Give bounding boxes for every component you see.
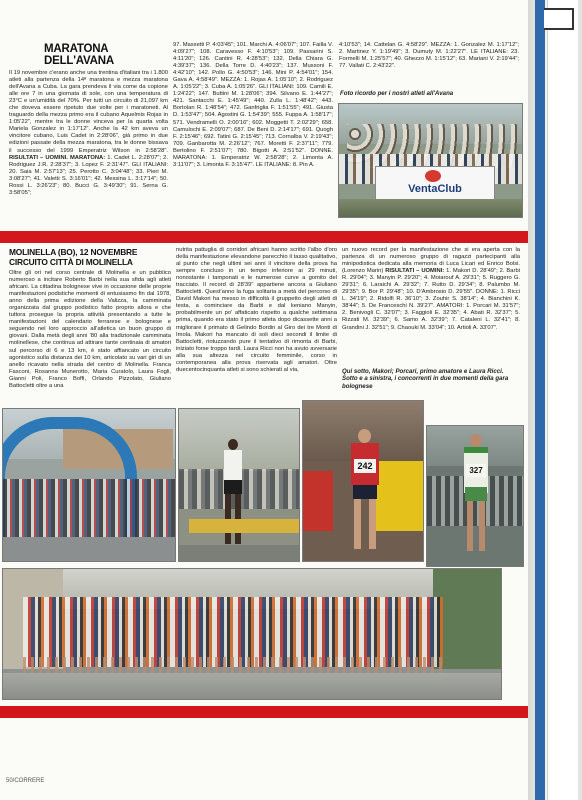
porcari-photo	[302, 400, 424, 562]
molinella-results-body: 1. Makori D. 28'49"; 2. Barbi R. 29'04"; 3. Manyin P. 29'20"; 4. Moiarouf A. 29'31"; 5. Ruggero G. 29'31"; 6. Laraichi A. 29'32"; 7. Rutto D. 29'34"; 8. Palumbo M. 29'35"; 9. Bor P. 29'48"; 10. D'Ambrosio D. 29'55". DONNE: 1. Ricci L. 34'19"; 2. Ridolfi R. 36'10"; 3. Zouhir S. 38'14"; 4. Bianchini K. 38'44"; 5. De Franceschi N. 39'27". AMATORI: 1. Porcari M. 31'57"; 2. Benivogli C. 32'07"; 3. Faggioli E. 32'35"; 4. Abati R. 32'37"; 5. Rizzati M. 32'39"; 6. Samo A. 32'39"; 7. Cataleni L. 32'41"; 8. Grandini J. 32'51"; 9. Chaouki M. 33'04"; 10. Artioli A. 33'07".	[342, 268, 520, 331]
laura-ricci-photo	[426, 425, 524, 567]
ventaclub-logo-icon	[425, 170, 441, 182]
ricci-bib: 327	[466, 464, 486, 477]
molinella-col2-text: nutrita pattuglia di corridori africani hanno scritto l'albo d'oro della manifestazione elevandone parecchio il tasso qualitativo, al punto che negli ultimi sei anni il vincitore della prova ha sempre concluso in un tempo inferiore ai 29 minuti, nonostante i tamponati e le numerose curve a gomito del tracciato. Il record di 28'39" appartiene ancora a Giuliano Battocletti. Quest'anno la fuga solitaria a metà del percorso di David Makori ha messo in difficoltà il gruppetto degli atleti di testa, a cominciare da Barbi e dal keniano Manyin, probabilmente un po' affaticato rispetto a qualche settimana prima, quando era stato il primo atleta dopo dicassette anni a migliorare il primato di Gelindo Bordin al Giro dei tre Monti di Imola. Makori ha mancato di soli dieci secondi il limite di Battocletti, rintuzzando pure il tentativo di rimonta di Barbi, iniziato forse troppo tardi. Laura Ricci non ha avuto avversarie alla sua altezza nel circuito femminile, corso in contemporanea alla prova riservata agli amatori. Oltre duecentocinquanta atleti si sono schierati al via,	[176, 247, 337, 373]
molinella-photo-caption: Qui sotto, Makori; Porcari, primo amatore e Laura Ricci. Sotto e a sinistra, i concorrenti in due momenti della gara bolognese	[342, 368, 509, 390]
havana-results-continued: 97. Massetti P. 4:03'45"; 101. Marchi A. 4:06'07"; 107. Failla V. 4:09'27"; 108. Caravesso F. 4:10'53"; 109. Passarini S. 4:11'20"; 126. Cantini R. 4:28'53"; 132. Della Chiara G. 4:39'37"; 136. Della Torre D. 4:40'23"; 137. Mussoni F. 4:42'10"; 142. Pollo G. 4:50'53"; 146. Mini P. 4:54'01"; 154. Gava A. 4:58'49". MEZZA: 1. Rojas A. 1:05'10"; 2. Rodriguez A. 1:05'22"; 3. Cuba A. 1:05'26". GLI ITALIANI: 109. Camili E. 1:24'22"; 147. Buttini M. 1:28'06"; 394. Silvano E. 1:44'27"; 421. Santacchi E. 1:45'49"; 440. Zulla L. 1:48'42"; 443. Bortolan R. 1:48'54"; 472. Ganfriglia F. 1:51'55"; 491. Giusta D. 1:53'47"; 504. Agostini G. 1:54'39"; 555. Fuppa A. 1:58'17"; 571. Vendramelli O. 2:00'16"; 602. Moggetti T. 2:02'29"; 658. Camulochi E. 2:09'07"; 687. De Beni D. 2:14'17"; 691. Quogh F. 2:15'46"; 692. Tatini G. 2:15'45"; 713. Cornalba V. 2:19'43"; 709. Ganbarotta M. 2:26'12"; 767. Moretti F. 2:37'11"; 779. Bertolino F. 2:51'07"; 780. Bigotti A. 2:51'52". DONNE. MARATONA: 1. Emperatriz W. 2:58'28"; 2. Limonta A. 3:11'07"; 3. Limonta F. 3:15'47". LE ITALIANE: 8. Pin A.	[173, 42, 333, 168]
next-page-edge	[547, 0, 578, 800]
section-divider-bottom	[0, 706, 528, 718]
race-start-photo	[2, 408, 176, 562]
havana-results-col2	[173, 42, 333, 242]
havana-group-photo	[338, 103, 523, 218]
ventaclub-banner	[375, 166, 495, 200]
molinella-col3	[342, 247, 520, 363]
molinella-col1	[9, 270, 171, 402]
havana-results-col3	[339, 42, 519, 92]
page-number-label: 50/CORRERE	[6, 778, 45, 784]
molinella-results-label: RISULTATI – UOMINI:	[385, 268, 445, 275]
havana-results-label: RISULTATI – UOMINI. MARATONA:	[9, 154, 106, 161]
page-footer	[6, 778, 44, 784]
molinella-title-line2: CIRCUITO CITTÀ DI MOLINELLA	[9, 257, 133, 267]
street-race-photo	[2, 568, 502, 700]
havana-article-body: Il 19 novembre c'erano anche una trentina d'italiani tra i 1.800 atleti alla partenza della 14ª maratona e mezza maratona dell'Avana a Cuba. La gara prendeva il via come da copione alle ore 7 in una giornata di sole, con una temperatura di 23°C e un'umidità del 70%. Per tutti un circuito di 21,097 km che doveva essere ripetuto due volte per i maratoneti. Al traguardo della mezza primo era il cubano Aquelmis Rojas in 1:05'22", mentre tra le donne vinceva per la quarta volta Mariela Gonzalez in 1:17'12". Anche la 42 km aveva un vincitore cubano, Luis Cadet in 2:28'06", già primo in due edizioni passate della mezza maratona, tra le donne bissava il successo del 1999 Emperatriz Wilson in 2:58'28".	[9, 70, 168, 154]
molinella-col3-text: un nuovo record per la manifestazione che si era aperta con la partenza di un numeroso gruppo di ragazzi partecipanti alla minipodistica dedicata alla memoria di Luca Licari ed Enrico Bolsi. (Lorenzo Marin)	[342, 247, 520, 275]
havana-photo-caption: Foto ricordo per i nostri atleti all'Avana	[340, 90, 454, 97]
havana-women-results: 4:10'53"; 14. Cattelan G. 4:58'29". MEZZA: 1. Gonzalez M. 1:17'12"; 2. Martinez Y. 1:19'49"; 3. Dumuty M. 1:22'27". LE ITALIANE: 23. Formelli M. 1:25'57"; 40. Ghezzo M. 1:15'12"; 63. Mariani V. 2:19'44"; 77. Vallati C. 2:43'22".	[339, 42, 519, 70]
molinella-col2	[176, 247, 337, 402]
havana-article-col1	[9, 70, 168, 230]
molinella-title	[9, 247, 174, 267]
page-corner-mark	[544, 8, 574, 30]
spine-stripe	[535, 0, 545, 800]
porcari-runner	[345, 429, 385, 557]
havana-results-body: 1. Cadet L. 2:28'07"; 2. Rodriguez J.R. 2:28'37"; 3. Lopez F. 2:31'47". GLI ITALIANI: 20. Saia M. 2:57'13"; 25. Perotto C. 3:04'48"; 33. Pieri M. 3:08'27"; 41. Valetti S. 3:16'01"; 42. Messina L. 3:17'14"; 50. Rossi L. 3:26'23"; 80. Bucci G. 3:49'30"; 91. Serna G. 3:58'05";	[9, 154, 168, 196]
havana-title: MARATONA DELL'AVANA	[44, 43, 114, 67]
makori-photo	[178, 408, 300, 562]
laura-ricci-runner	[459, 434, 493, 562]
molinella-col1-text: Oltre gli ori nel corso centrale di Molinella e un pubblico numeroso a incitare Roberto Barbi nella sua sfida agli atleti africani. La cittadina bolognese vive in occasione delle proprie manifestazioni podistiche momenti di entusiasmo fin dal 1978, anno della prima edizione della Valizza, la camminata organizzata dal gruppo podistico fatto proprio allora e che tuttora prosegue la propria attività presentando a tutte le manifestazioni del calendario ferrarese e bolognese e seguendo nel loro approccio all'atletica un buon gruppo di giovani. Dalla metà degli anni '80 alla tradizionale camminata molinellese, che continua ad attirare tante centinaia di amatori sul percorso di 6 e 13 km, è stato affiancato un circuito agonistico sulla distanza dei 10 km, articolato su vari giri di un anello ricavato nella strada del centro di Molinella. Franca Fasconi, Rosanna Munerotto, Maria Curatolo, Laura Fogli, Gianni Poli, Franco Boffi, Orlando Pizzolato, Giuliano Battocletti oltre a una	[9, 270, 171, 389]
porcari-bib: 242	[354, 459, 376, 473]
ventaclub-banner-text: VentaClub	[408, 183, 462, 195]
section-divider-top	[0, 231, 528, 243]
molinella-title-line1: MOLINELLA (BO), 12 NOVEMBRE	[9, 247, 138, 257]
